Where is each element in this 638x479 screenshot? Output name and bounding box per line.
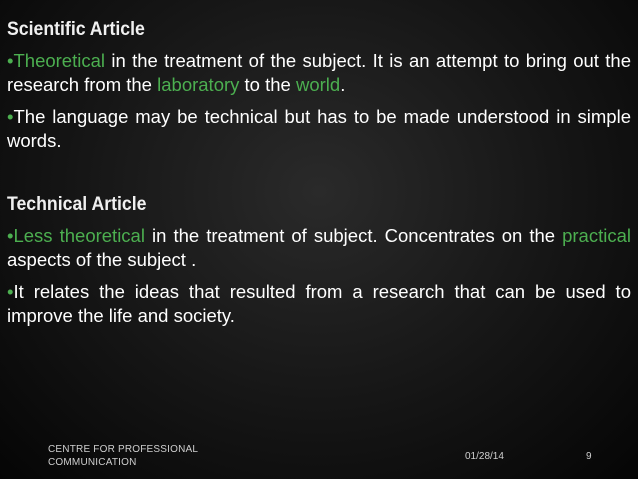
body-text: The language may be technical but has to be made understood in simple words. (7, 106, 631, 151)
bullet-marker: • (7, 50, 14, 71)
footer-page-number: 9 (586, 451, 592, 462)
highlight-text: world (295, 74, 341, 95)
bullet-marker: • (7, 225, 14, 246)
bullet-marker: • (7, 281, 14, 302)
section-heading-scientific: Scientific Article (7, 19, 145, 40)
slide-content (7, 18, 631, 336)
highlight-text: Theoretical (13, 50, 105, 71)
slide-footer (0, 440, 638, 476)
bullet-marker: • (7, 106, 14, 127)
bullet-scientific-1 (7, 49, 631, 97)
highlight-text: laboratory (157, 74, 240, 95)
body-text: in the treatment of subject. Concentrates on the (144, 225, 563, 246)
section-spacer (7, 161, 631, 193)
footer-date: 01/28/14 (465, 451, 504, 462)
section-heading-technical: Technical Article (7, 194, 147, 215)
body-text: to the (239, 74, 296, 95)
bullet-scientific-2 (7, 105, 631, 153)
bullet-technical-1 (7, 224, 631, 272)
body-text: . (340, 74, 346, 95)
footer-organization: CENTRE FOR PROFESSIONAL COMMUNICATION (48, 444, 198, 468)
bullet-technical-2 (7, 280, 631, 328)
body-text: in the treatment of the subject. It is an attempt to bring out the research from the (7, 50, 631, 95)
highlight-text: Less theoretical (13, 225, 145, 246)
body-text: It relates the ideas that resulted from a research that can be used to improve the life and society. (7, 281, 631, 326)
highlight-text: practical (562, 225, 631, 246)
body-text: aspects of the subject . (7, 249, 197, 270)
